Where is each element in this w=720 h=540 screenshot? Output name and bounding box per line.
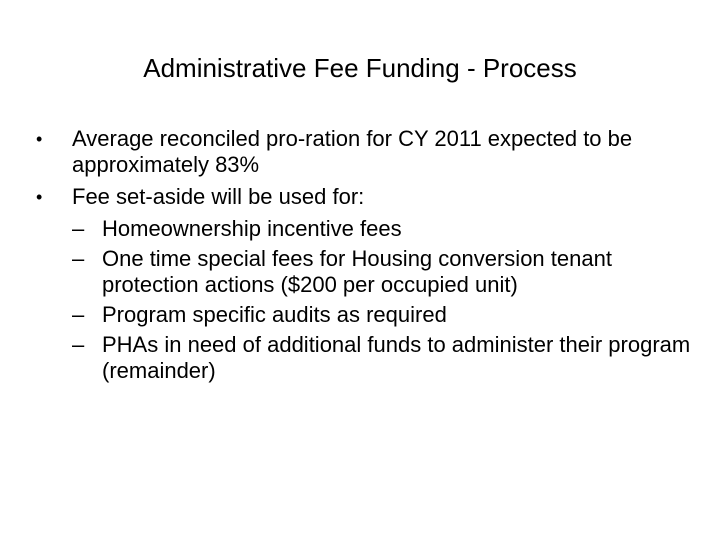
sub-item-phas: [36, 332, 696, 384]
sub-marker: –: [72, 302, 85, 327]
sub-marker: –: [72, 332, 85, 357]
sub-text: Program specific audits as required: [102, 302, 447, 327]
slide-title: Administrative Fee Funding - Process: [143, 53, 577, 83]
bullet-item-proration: [36, 126, 696, 178]
slide-body: [36, 126, 696, 388]
bullet-item-fee-set-aside: [36, 184, 696, 210]
sub-item-audits: [36, 302, 696, 328]
bullet-text: Average reconciled pro-ration for CY 2011 expected to be approximately 83%: [72, 126, 633, 177]
sub-text: One time special fees for Housing conversion tenant protection actions ($200 per occupied unit): [102, 246, 612, 297]
sub-item-homeownership: [36, 216, 696, 242]
sub-marker: –: [72, 216, 85, 241]
sub-item-special-fees: [36, 246, 696, 298]
sub-text: Homeownership incentive fees: [102, 216, 402, 241]
bullet-marker: •: [36, 187, 43, 207]
sub-marker: –: [72, 246, 85, 271]
bullet-text: Fee set-aside will be used for:: [72, 184, 365, 209]
sub-text: PHAs in need of additional funds to administer their program (remainder): [102, 332, 691, 383]
bullet-marker: •: [36, 129, 43, 149]
